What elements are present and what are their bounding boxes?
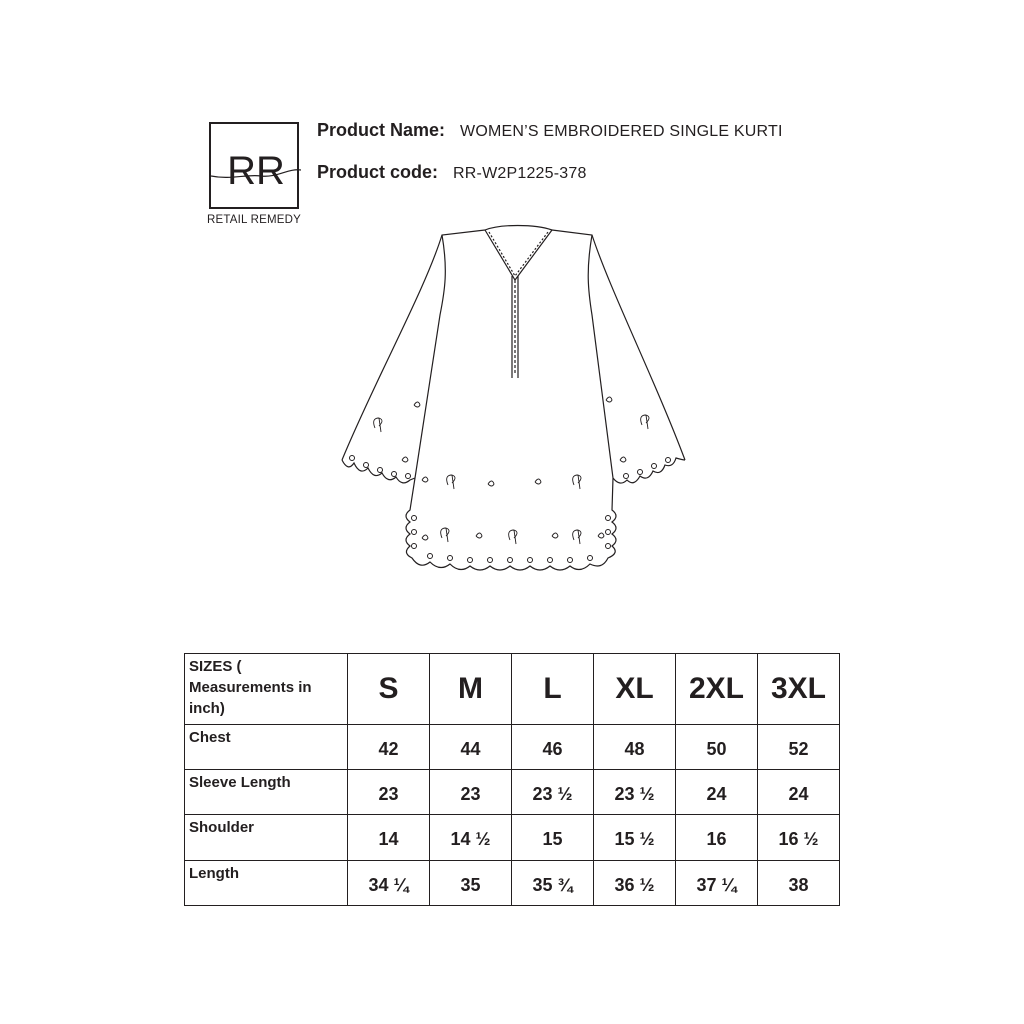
size-header-l: L bbox=[512, 654, 594, 725]
size-header-row bbox=[185, 654, 840, 725]
table-cell: 34 ¼ bbox=[348, 861, 430, 906]
product-name-label: Product Name: bbox=[317, 120, 446, 140]
table-cell: 23 ½ bbox=[594, 770, 676, 815]
row-label: Chest bbox=[185, 725, 348, 770]
table-row-shoulder bbox=[185, 815, 840, 861]
table-cell: 23 bbox=[430, 770, 512, 815]
product-name-value: WOMEN’S EMBROIDERED SINGLE KURTI bbox=[460, 123, 783, 140]
table-cell: 52 bbox=[758, 725, 840, 770]
size-header-m: M bbox=[430, 654, 512, 725]
table-cell: 50 bbox=[676, 725, 758, 770]
table-cell: 37 ¼ bbox=[676, 861, 758, 906]
size-header-s: S bbox=[348, 654, 430, 725]
logo-mark-text: RR bbox=[227, 149, 285, 193]
brand-name: RETAIL REMEDY bbox=[207, 214, 301, 226]
table-cell: 16 ½ bbox=[758, 815, 840, 861]
logo-mark-graphic bbox=[211, 124, 301, 211]
size-chart-table bbox=[184, 653, 840, 906]
table-cell: 23 ½ bbox=[512, 770, 594, 815]
row-label: Sleeve Length bbox=[185, 770, 348, 815]
product-code-label: Product code: bbox=[317, 162, 439, 182]
table-cell: 16 bbox=[676, 815, 758, 861]
brand-logo bbox=[209, 122, 299, 209]
size-header-label: SIZES ( Measurements in inch) bbox=[185, 654, 348, 725]
table-row-length bbox=[185, 861, 840, 906]
table-cell: 38 bbox=[758, 861, 840, 906]
table-cell: 15 bbox=[512, 815, 594, 861]
table-cell: 35 ¾ bbox=[512, 861, 594, 906]
table-cell: 44 bbox=[430, 725, 512, 770]
table-cell: 46 bbox=[512, 725, 594, 770]
table-cell: 48 bbox=[594, 725, 676, 770]
table-cell: 35 bbox=[430, 861, 512, 906]
table-cell: 24 bbox=[676, 770, 758, 815]
table-cell: 36 ½ bbox=[594, 861, 676, 906]
table-cell: 14 ½ bbox=[430, 815, 512, 861]
size-header-xl: XL bbox=[594, 654, 676, 725]
kurti-garment-illustration bbox=[330, 210, 692, 585]
size-header-3xl: 3XL bbox=[758, 654, 840, 725]
table-row-chest bbox=[185, 725, 840, 770]
row-label: Shoulder bbox=[185, 815, 348, 861]
table-cell: 23 bbox=[348, 770, 430, 815]
product-code-line bbox=[317, 162, 587, 183]
table-cell: 42 bbox=[348, 725, 430, 770]
table-row-sleeve-length bbox=[185, 770, 840, 815]
table-cell: 14 bbox=[348, 815, 430, 861]
product-name-line bbox=[317, 120, 783, 141]
row-label: Length bbox=[185, 861, 348, 906]
table-cell: 24 bbox=[758, 770, 840, 815]
product-code-value: RR-W2P1225-378 bbox=[453, 165, 587, 182]
table-cell: 15 ½ bbox=[594, 815, 676, 861]
size-header-2xl: 2XL bbox=[676, 654, 758, 725]
